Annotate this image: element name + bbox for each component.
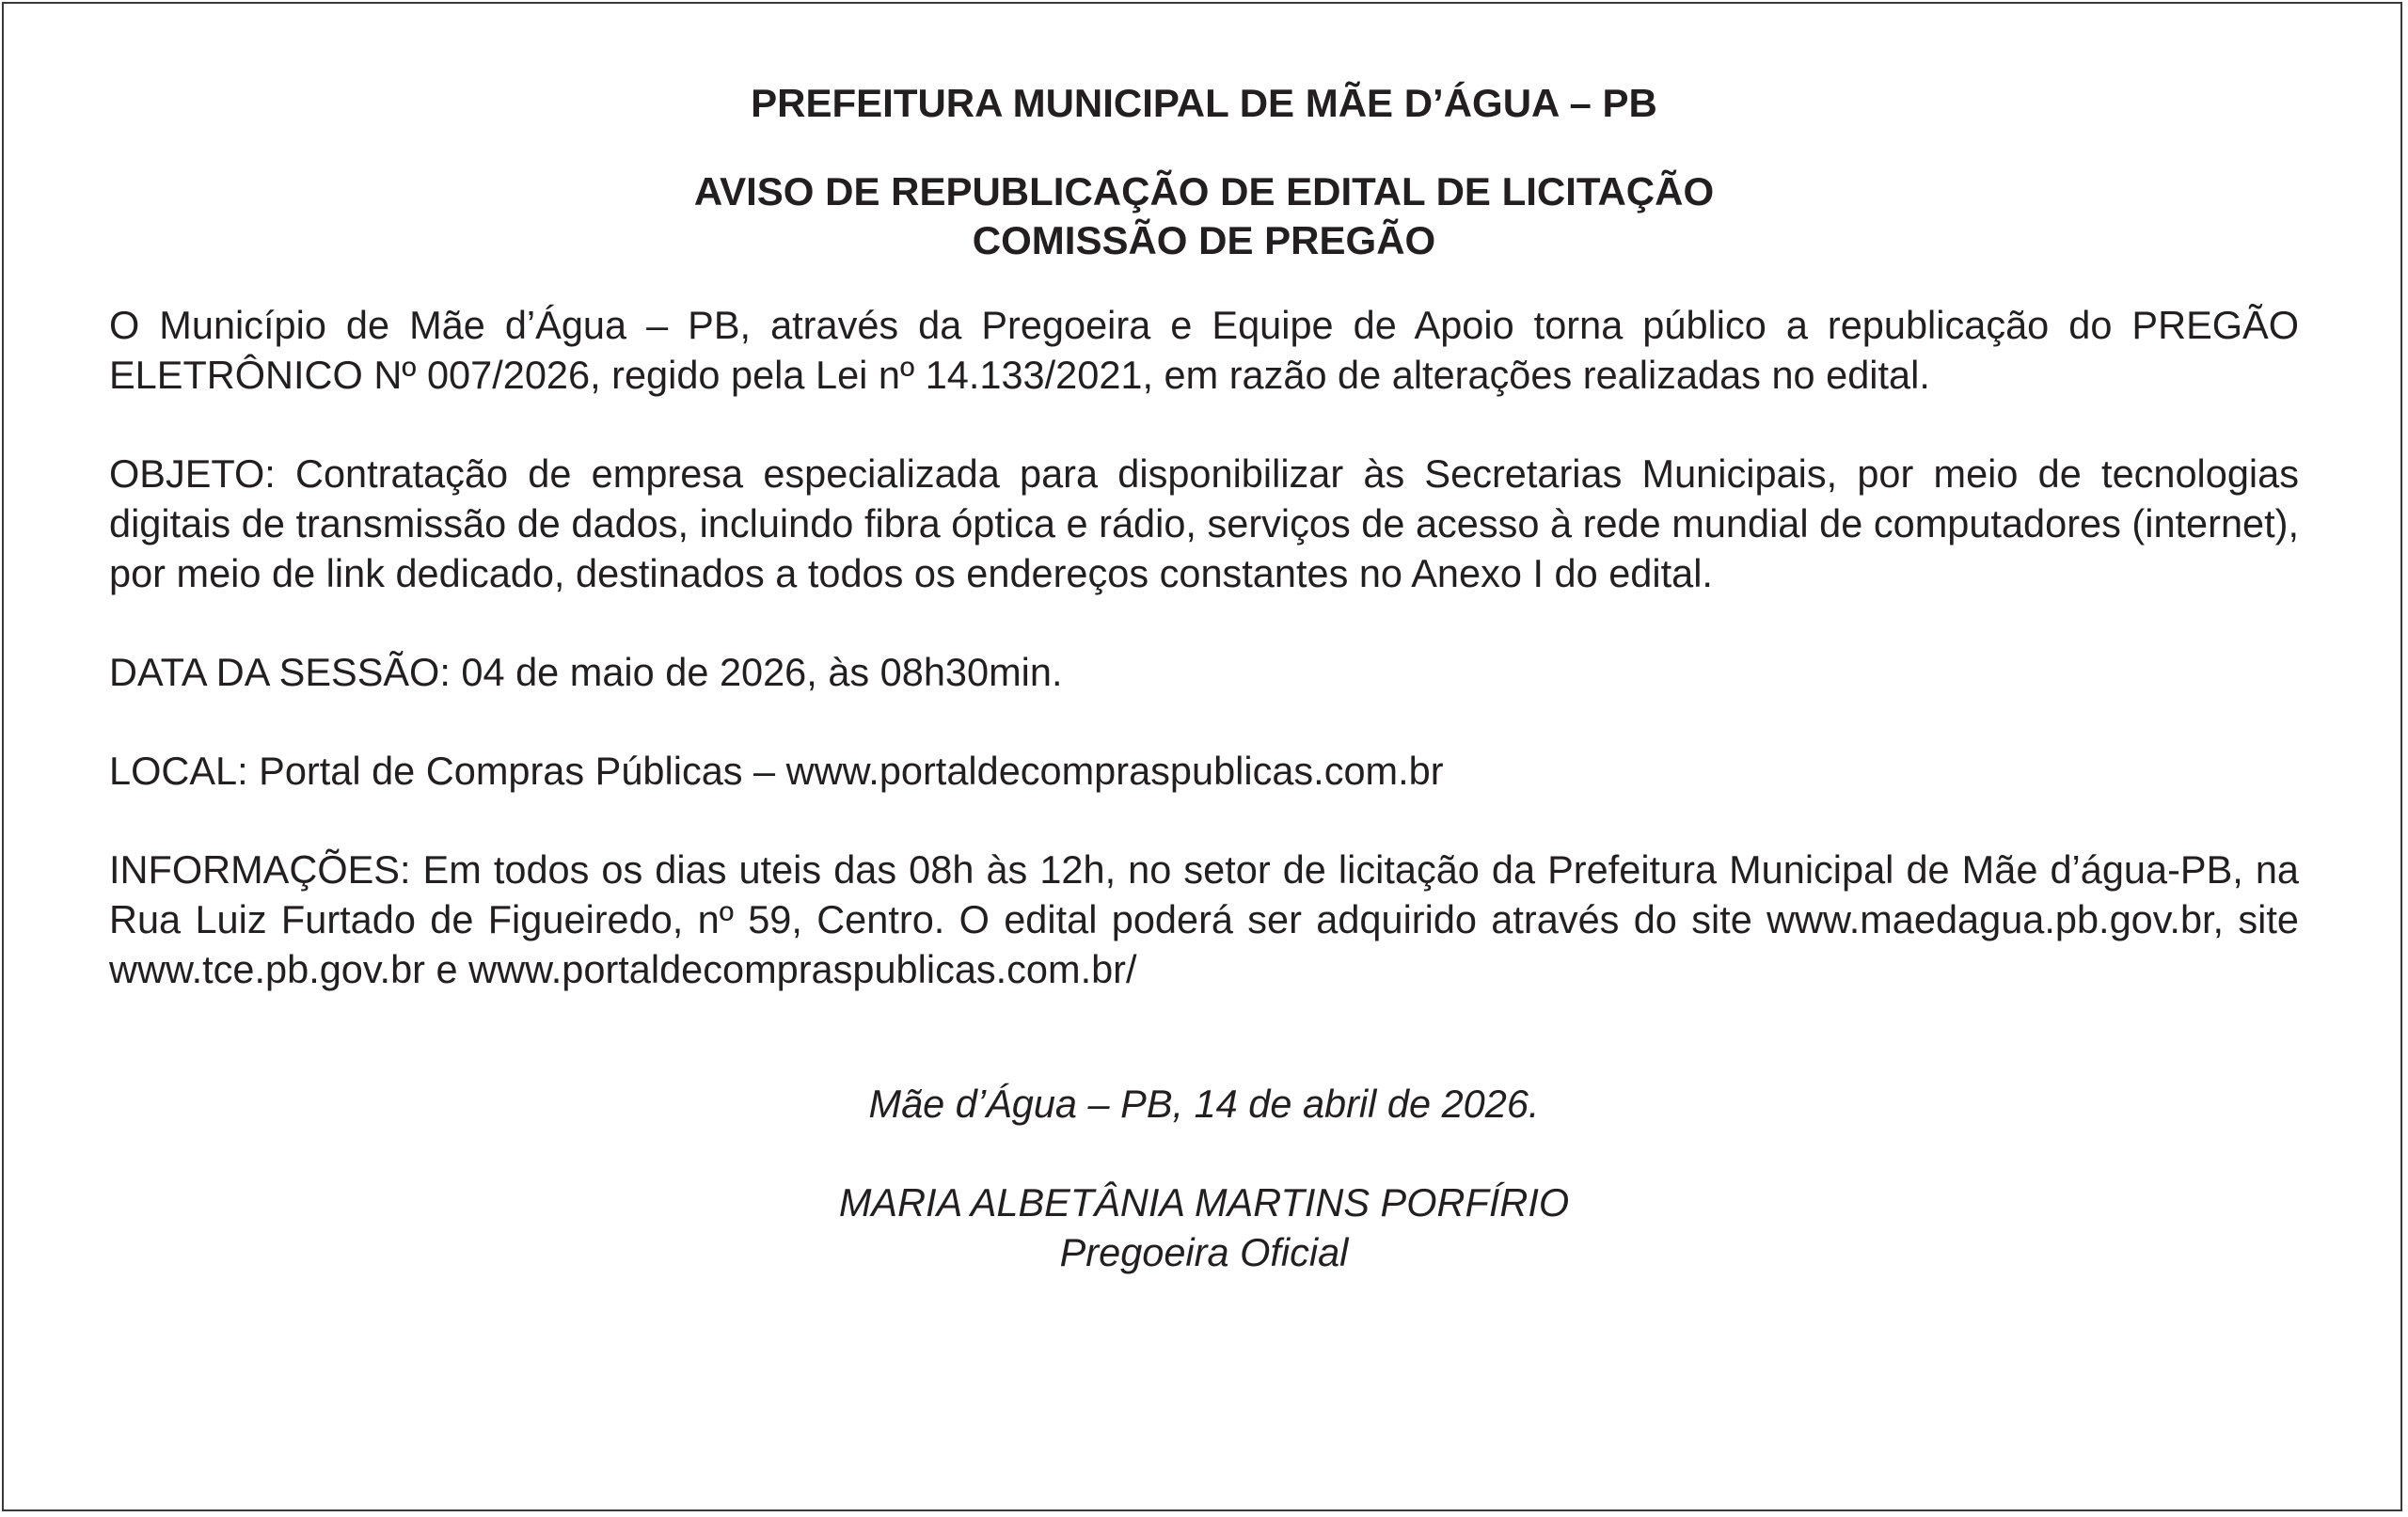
- intro-paragraph: O Município de Mãe d’Água – PB, através da Pregoeira e Equipe de Apoio torna público a republicação do PREGÃO ELETRÔNICO Nº 007/2026, regido pela Lei nº 14.133/2021, em razão de alterações realizadas no edital.: [109, 303, 2299, 397]
- notice-content: [109, 73, 2299, 1277]
- signer-role: Pregoeira Oficial: [1059, 1230, 1349, 1274]
- place-date: Mãe d’Água – PB, 14 de abril de 2026.: [868, 1082, 1540, 1126]
- information-paragraph: INFORMAÇÕES: Em todos os dias uteis das 08h às 12h, no setor de licitação da Prefeitura Municipal de Mãe d’água-PB, na Rua Luiz Furtado de Figueiredo, nº 59, Centro. O edital poderá ser adquirido através do site www.maedagua.pb.gov.br, site www.tce.pb.gov.br e www.portaldecompraspublicas.com.br/: [109, 847, 2299, 991]
- location: LOCAL: Portal de Compras Públicas – www.portaldecompraspublicas.com.br: [109, 749, 1444, 793]
- municipality-title: PREFEITURA MUNICIPAL DE MÃE D’ÁGUA – PB: [751, 81, 1657, 125]
- notice-title: AVISO DE REPUBLICAÇÃO DE EDITAL DE LICITAÇÃO: [693, 169, 1715, 213]
- session-date: DATA DA SESSÃO: 04 de maio de 2026, às 08h30min.: [109, 650, 1063, 694]
- object-paragraph: OBJETO: Contratação de empresa especializada para disponibilizar às Secretarias Municipais, por meio de tecnologias digitais de transmissão de dados, incluindo fibra óptica e rádio, serviços de acesso à rede mundial de computadores (internet), por meio de link dedicado, destinados a todos os endereços constantes no Anexo I do edital.: [109, 451, 2299, 595]
- commission-title: COMISSÃO DE PREGÃO: [972, 218, 1436, 262]
- signer-name: MARIA ALBETÂNIA MARTINS PORFÍRIO: [838, 1180, 1570, 1225]
